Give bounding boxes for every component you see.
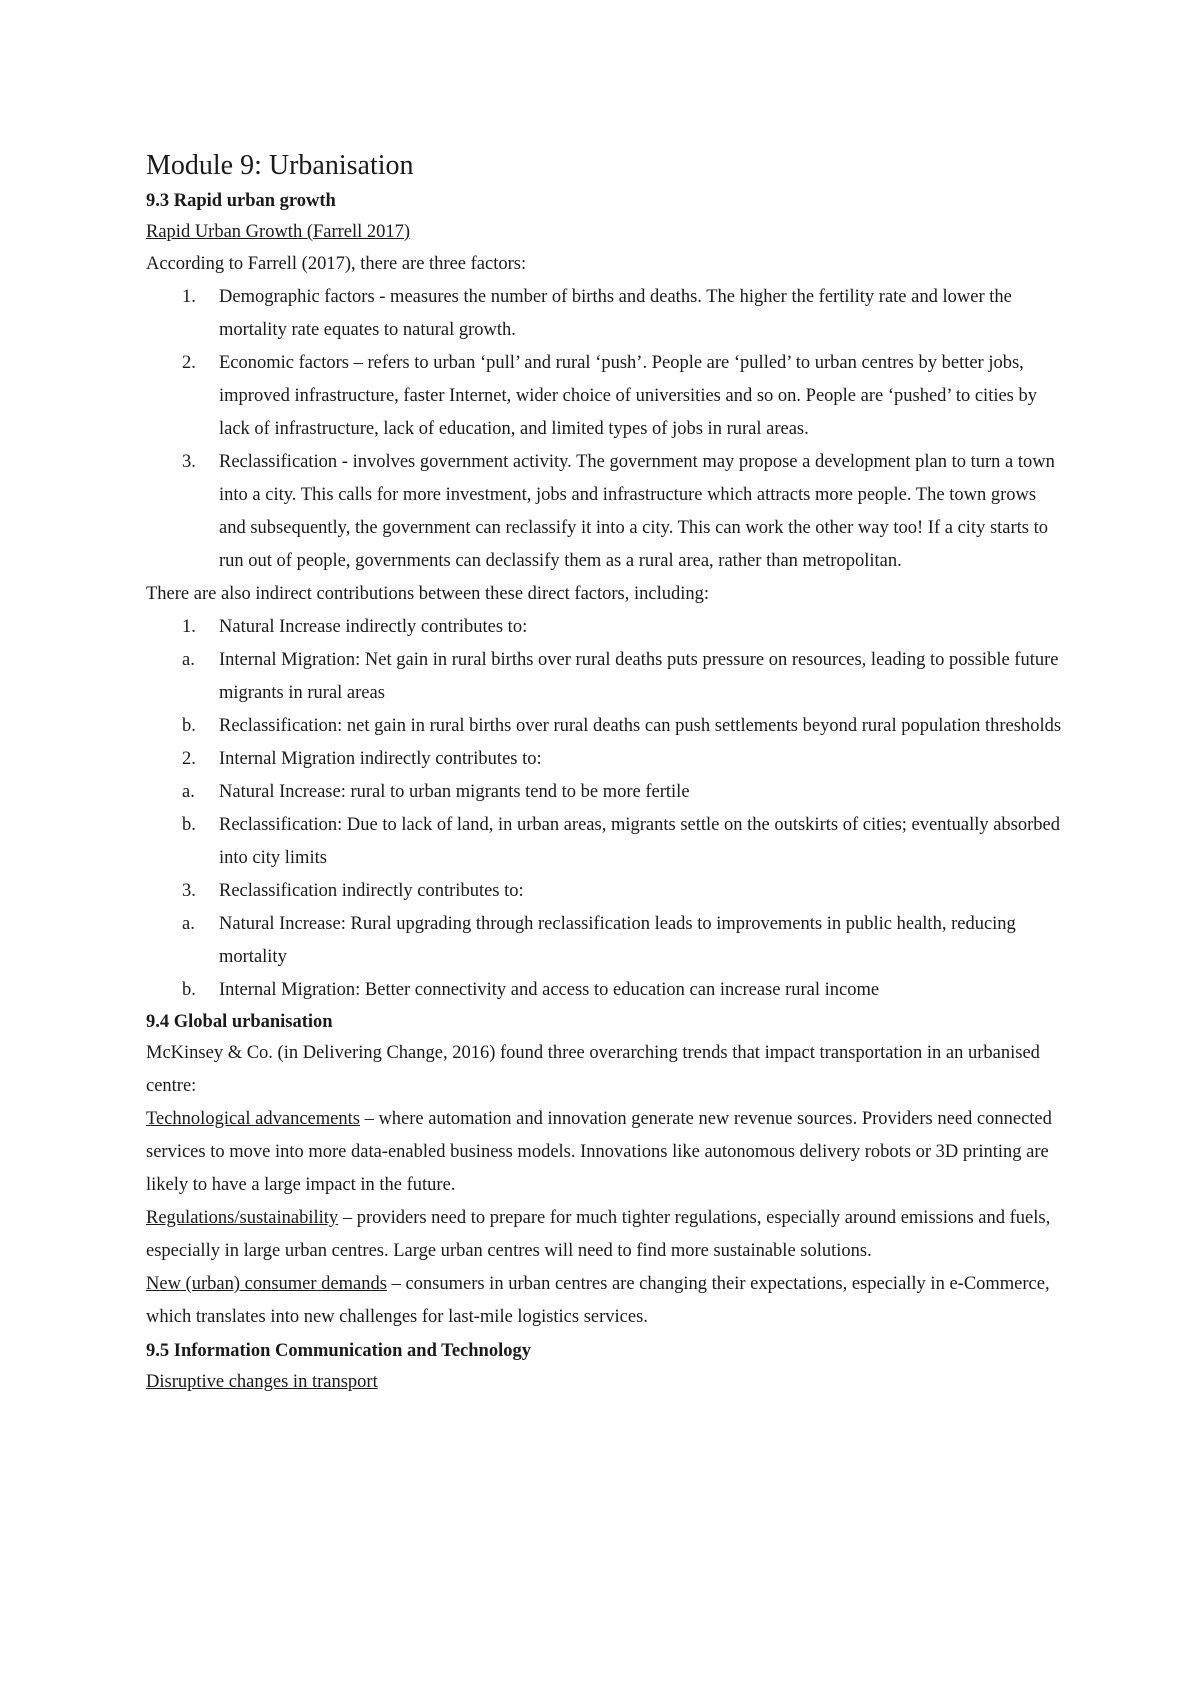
subheading-disruptive-changes: Disruptive changes in transport [146,1372,378,1392]
list-item [146,710,1066,743]
list-marker: 2. [182,353,196,373]
section-heading-9-3: 9.3 Rapid urban growth [146,191,336,211]
trend-text: – consumers in urban centres are changing their expectations, especially in e-Commerce, which translates into new challenges for last-mile logistics services. [146,1274,1050,1327]
list-item-text: Natural Increase: Rural upgrading through reclassification leads to improvements in public health, reducing mortality [219,914,1016,967]
list-item-text: Reclassification - involves government activity. The government may propose a development plan to turn a town into a city. This calls for more investment, jobs and infrastructure which attracts more people. The town grows and subsequently, the government can reclassify it into a city. This can work the other way too! If a city starts to run out of people, governments can declassify them as a rural area, rather than metropolitan. [219,452,1055,571]
trends-intro: McKinsey & Co. (in Delivering Change, 2016) found three overarching trends that impact transportation in an urbanised centre: [146,1043,1040,1096]
list-item-text: Economic factors – refers to urban ‘pull’ and rural ‘push’. People are ‘pulled’ to urban centres by better jobs, improved infrastructure, faster Internet, wider choice of universities and so on. People are ‘pushed’ to cities by lack of infrastructure, lack of education, and limited types of jobs in rural areas. [219,353,1038,439]
trend-paragraph [146,1202,1066,1268]
list-marker: a. [182,914,195,934]
list-marker: b. [182,815,196,835]
factors-intro: According to Farrell (2017), there are three factors: [146,254,527,274]
list-item [146,776,1066,809]
indirect-intro: There are also indirect contributions between these direct factors, including: [146,584,710,604]
list-item [146,908,1066,974]
list-marker: 2. [182,749,196,769]
list-item-text: Reclassification: net gain in rural births over rural deaths can push settlements beyond rural population thresholds [219,716,1062,736]
list-item [146,446,1066,578]
list-marker: 1. [182,617,196,637]
list-item [146,743,1066,776]
list-marker: b. [182,716,196,736]
trend-term: Technological advancements [146,1109,360,1129]
list-marker: 3. [182,452,196,472]
trend-text: – where automation and innovation generate new revenue sources. Providers need connected services to move into more data-enabled business models. Innovations like autonomous delivery robots or 3D printing are likely to have a large impact in the future. [146,1109,1052,1195]
subheading-rapid-urban-growth: Rapid Urban Growth (Farrell 2017) [146,222,411,242]
list-item [146,611,1066,644]
list-item [146,974,1066,1007]
indirect-list [146,611,1066,1007]
list-item-text: Natural Increase indirectly contributes to: [219,617,528,637]
factors-list [146,281,1066,578]
list-marker: 3. [182,881,196,901]
trend-paragraph [146,1103,1066,1202]
list-marker: 1. [182,287,196,307]
list-item [146,644,1066,710]
document-title: Module 9: Urbanisation [146,150,414,181]
trend-term: New (urban) consumer demands [146,1274,387,1294]
list-item-text: Reclassification: Due to lack of land, in urban areas, migrants settle on the outskirts of cities; eventually absorbed into city limits [219,815,1061,868]
list-marker: a. [182,650,195,670]
list-marker: b. [182,980,196,1000]
list-item-text: Reclassification indirectly contributes to: [219,881,524,901]
section-heading-9-4: 9.4 Global urbanisation [146,1012,333,1032]
list-item-text: Natural Increase: rural to urban migrants tend to be more fertile [219,782,690,802]
list-item-text: Demographic factors - measures the number of births and deaths. The higher the fertility rate and lower the mortality rate equates to natural growth. [219,287,1012,340]
list-marker: a. [182,782,195,802]
list-item [146,875,1066,908]
trend-term: Regulations/sustainability [146,1208,339,1228]
list-item [146,281,1066,347]
trend-paragraph [146,1268,1066,1334]
section-heading-9-5: 9.5 Information Communication and Technology [146,1341,531,1361]
list-item [146,809,1066,875]
trend-text: – providers need to prepare for much tighter regulations, especially around emissions and fuels, especially in large urban centres. Large urban centres will need to find more sustainable solutions. [146,1208,1051,1261]
list-item [146,347,1066,446]
document-page [146,146,1066,1398]
list-item-text: Internal Migration: Better connectivity and access to education can increase rural income [219,980,880,1000]
list-item-text: Internal Migration: Net gain in rural births over rural deaths puts pressure on resources, leading to possible future migrants in rural areas [219,650,1059,703]
list-item-text: Internal Migration indirectly contributes to: [219,749,542,769]
